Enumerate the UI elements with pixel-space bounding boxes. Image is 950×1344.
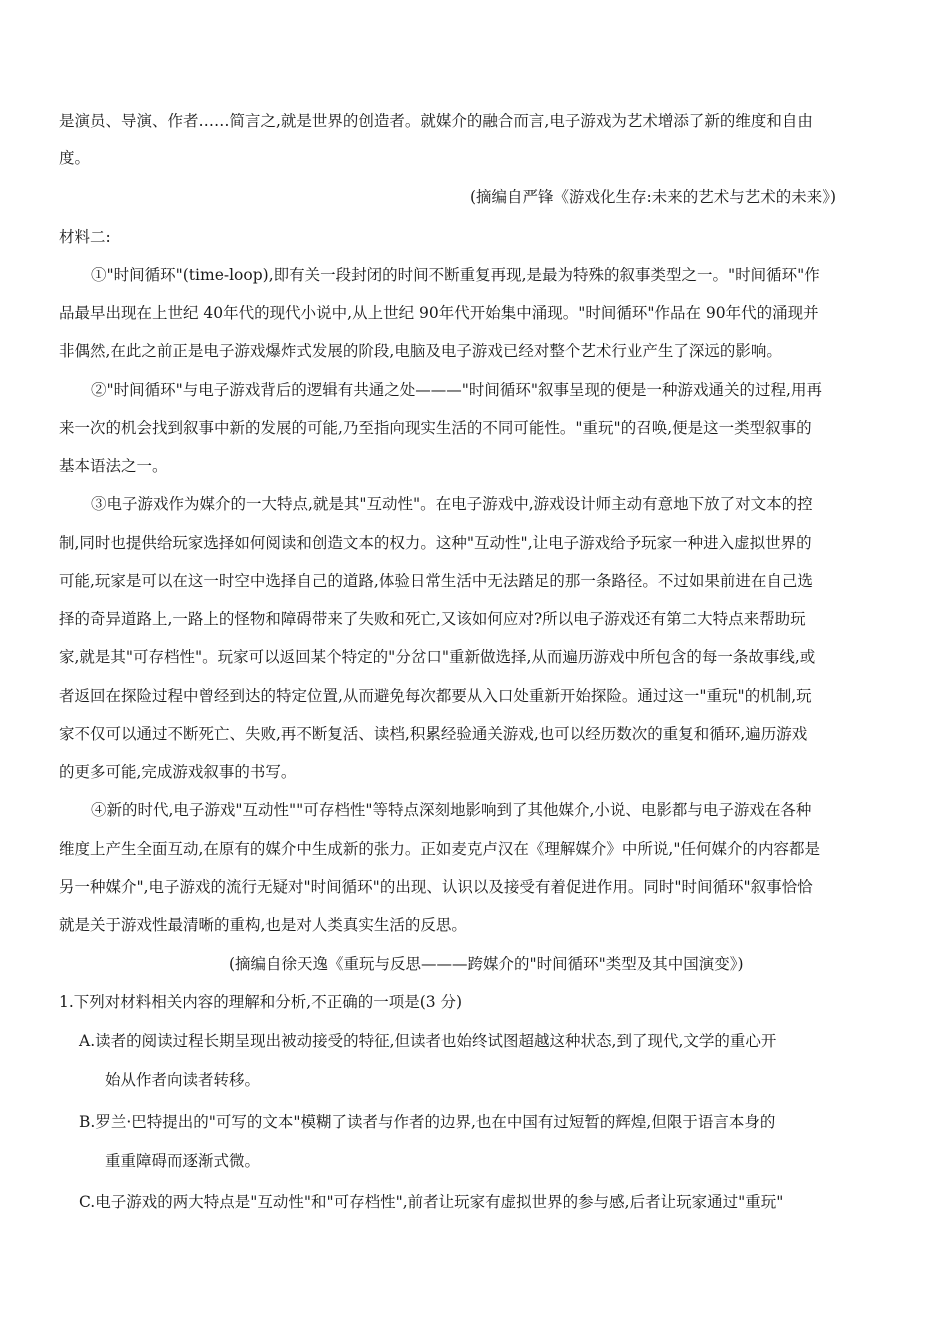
paragraph-line: 非偶然,在此之前正是电子游戏爆炸式发展的阶段,电脑及电子游戏已经对整个艺术行业产生了深远的影响。 xyxy=(59,342,782,360)
option-a: A.读者的阅读过程长期呈现出被动接受的特征,但读者也始终试图超越这种状态,到了现代,文学的重心开 xyxy=(79,1032,777,1050)
paragraph-line: ④新的时代,电子游戏"互动性""可存档性"等特点深刻地影响到了其他媒介,小说、电影都与电子游戏在各种 xyxy=(91,801,812,819)
material1-line: 是演员、导演、作者……简言之,就是世界的创造者。就媒介的融合而言,电子游戏为艺术增添了新的维度和自由 xyxy=(59,112,813,130)
paragraph-line: 可能,玩家是可以在这一时空中选择自己的道路,体验日常生活中无法踏足的那一条路径。不过如果前进在自己选 xyxy=(59,572,813,590)
material2-heading: 材料二: xyxy=(59,228,111,246)
question-stem: 1.下列对材料相关内容的理解和分析,不正确的一项是(3 分) xyxy=(59,993,463,1011)
paragraph-line: 来一次的机会找到叙事中新的发展的可能,乃至指向现实生活的不同可能性。"重玩"的召唤,便是这一类型叙事的 xyxy=(59,419,812,437)
option-b: B.罗兰·巴特提出的"可写的文本"模糊了读者与作者的边界,也在中国有过短暂的辉煌,但限于语言本身的 xyxy=(79,1113,776,1131)
paragraph-line: ①"时间循环"(time-loop),即有关一段封闭的时间不断重复再现,是最为特殊的叙事类型之一。"时间循环"作 xyxy=(91,266,820,284)
paragraph-line: 者返回在探险过程中曾经到达的特定位置,从而避免每次都要从入口处重新开始探险。通过这一"重玩"的机制,玩 xyxy=(59,687,812,705)
paragraph-line: 基本语法之一。 xyxy=(59,457,168,475)
option-c: C.电子游戏的两大特点是"互动性"和"可存档性",前者让玩家有虚拟世界的参与感,后者让玩家通过"重玩" xyxy=(79,1193,784,1211)
option-b-continuation: 重重障碍而逐渐式微。 xyxy=(105,1152,261,1170)
material1-source: (摘编自严锋《游戏化生存:未来的艺术与艺术的未来》) xyxy=(470,188,837,206)
paragraph-line: 品最早出现在上世纪 40年代的现代小说中,从上世纪 90年代开始集中涌现。"时间循环"作品在 90年代的涌现并 xyxy=(59,304,819,322)
material1-line: 度。 xyxy=(59,149,91,167)
option-a-continuation: 始从作者向读者转移。 xyxy=(105,1071,261,1089)
material2-source: (摘编自徐天逸《重玩与反思———跨媒介的"时间循环"类型及其中国演变》) xyxy=(229,955,744,973)
paragraph-line: 制,同时也提供给玩家选择如何阅读和创造文本的权力。这种"互动性",让电子游戏给予玩家一种进入虚拟世界的 xyxy=(59,534,812,552)
paragraph-line: 家,就是其"可存档性"。玩家可以返回某个特定的"分岔口"重新做选择,从而遍历游戏中所包含的每一条故事线,或 xyxy=(59,648,816,666)
paragraph-line: 家不仅可以通过不断死亡、失败,再不断复活、读档,积累经验通关游戏,也可以经历数次的重复和循环,遍历游戏 xyxy=(59,725,808,743)
paragraph-line: 另一种媒介",电子游戏的流行无疑对"时间循环"的出现、认识以及接受有着促进作用。同时"时间循环"叙事恰恰 xyxy=(59,878,813,896)
paragraph-line: ③电子游戏作为媒介的一大特点,就是其"互动性"。在电子游戏中,游戏设计师主动有意地下放了对文本的控 xyxy=(91,495,813,513)
paragraph-line: 的更多可能,完成游戏叙事的书写。 xyxy=(59,763,297,781)
paragraph-line: 维度上产生全面互动,在原有的媒介中生成新的张力。正如麦克卢汉在《理解媒介》中所说,"任何媒介的内容都是 xyxy=(59,840,820,858)
paragraph-line: 就是关于游戏性最清晰的重构,也是对人类真实生活的反思。 xyxy=(59,916,467,934)
paragraph-line: 择的奇异道路上,一路上的怪物和障碍带来了失败和死亡,又该如何应对?所以电子游戏还有第二大特点来帮助玩 xyxy=(59,610,806,628)
paragraph-line: ②"时间循环"与电子游戏背后的逻辑有共通之处———"时间循环"叙事呈现的便是一种游戏通关的过程,用再 xyxy=(91,381,822,399)
